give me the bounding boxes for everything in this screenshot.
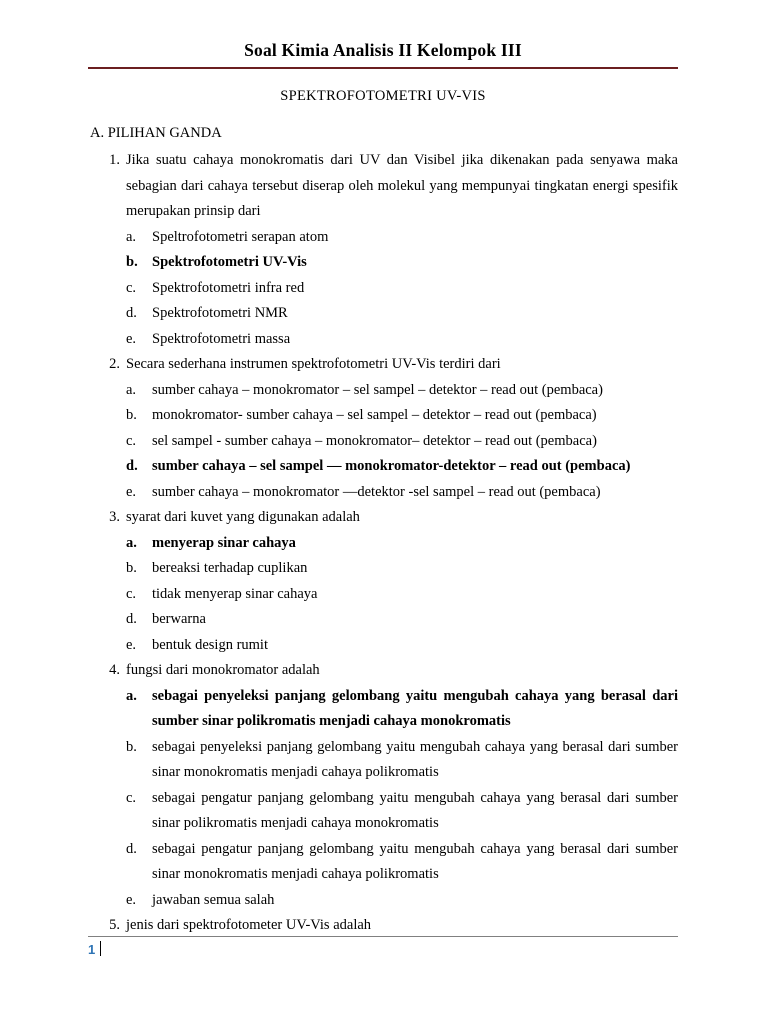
option-text: sumber cahaya – monokromator – sel sampel – detektor – read out (pembaca): [152, 381, 603, 398]
option-label: b.: [126, 560, 137, 576]
question-number: 4.: [109, 662, 120, 678]
option-text: berwarna: [152, 611, 206, 627]
option-label: b.: [126, 254, 138, 270]
list-item: [126, 582, 678, 608]
option-text: bentuk design rumit: [152, 636, 268, 653]
option-label: b.: [126, 407, 137, 423]
option-label: d.: [126, 305, 137, 321]
option-text: tidak menyerap sinar cahaya: [152, 585, 318, 602]
option-text: jawaban semua salah: [152, 891, 275, 908]
list-item: [90, 352, 678, 505]
question-text: Secara sederhana instrumen spektrofotometri UV-Vis terdiri dari: [126, 356, 501, 372]
list-item: [126, 837, 678, 888]
document-subtitle: SPEKTROFOTOMETRI UV-VIS: [280, 88, 486, 104]
option-label: d.: [126, 840, 137, 857]
option-text: Spektrofotometri infra red: [152, 279, 305, 296]
list-item: [126, 480, 678, 506]
option-label: a.: [126, 534, 137, 551]
option-label: c.: [126, 279, 137, 296]
question-number: 2.: [109, 356, 120, 372]
option-label: e.: [126, 891, 137, 908]
text-cursor: [100, 941, 101, 956]
option-text: sebagai penyeleksi panjang gelombang yaitu mengubah cahaya yang berasal dari sumber sinar polikromatis menjadi cahaya monokromatis: [152, 687, 678, 729]
list-item: [126, 327, 678, 353]
list-item: [126, 684, 678, 735]
question-number: 1.: [109, 152, 120, 168]
option-text: sebagai penyeleksi panjang gelombang yaitu mengubah cahaya yang berasal dari sumber sinar monokromatis menjadi cahaya polikromatis: [152, 738, 678, 780]
list-item: [126, 888, 678, 914]
option-text: Speltrofotometri serapan atom: [152, 228, 329, 245]
option-label: c.: [126, 585, 137, 602]
question-text: Jika suatu cahaya monokromatis dari UV dan Visibel jika dikenakan pada senyawa maka sebagian dari cahaya tersebut diserap oleh molekul yang mempunyai tingkatan energi spesifik merupakan prinsip dari: [126, 152, 678, 219]
option-text: sumber cahaya – monokromator —detektor -sel sampel – read out (pembaca): [152, 483, 601, 500]
option-text: Spektrofotometri massa: [152, 330, 291, 347]
option-list: [126, 225, 678, 353]
question-text: syarat dari kuvet yang digunakan adalah: [126, 509, 360, 525]
footer-divider: [88, 936, 678, 937]
option-label: e.: [126, 330, 137, 347]
option-text: Spektrofotometri NMR: [152, 305, 288, 321]
option-label: a.: [126, 381, 137, 398]
option-label: a.: [126, 687, 137, 704]
list-item: [126, 403, 678, 429]
option-text: sumber cahaya – sel sampel — monokromator-detektor – read out (pembaca): [152, 458, 631, 474]
list-item: [126, 556, 678, 582]
list-item: [126, 301, 678, 327]
option-text: Spektrofotometri UV-Vis: [152, 254, 307, 270]
list-item: [126, 531, 678, 557]
document-body: [90, 148, 678, 939]
list-item: [90, 913, 678, 939]
list-item: [126, 454, 678, 480]
document-footer: [88, 936, 678, 959]
question-text: fungsi dari monokromator adalah: [126, 662, 320, 678]
question-number: 5.: [109, 917, 120, 933]
question-number: 3.: [109, 509, 120, 525]
option-list: [126, 531, 678, 659]
option-label: b.: [126, 738, 137, 755]
list-item: [126, 378, 678, 404]
option-text: sel sampel - sumber cahaya – monokromator– detektor – read out (pembaca): [152, 432, 597, 449]
option-text: sebagai pengatur panjang gelombang yaitu mengubah cahaya yang berasal dari sumber sinar polikromatis menjadi cahaya monokromatis: [152, 789, 678, 831]
list-item: [126, 633, 678, 659]
question-text: jenis dari spektrofotometer UV-Vis adalah: [126, 917, 372, 933]
list-item: [90, 658, 678, 913]
document-header: [88, 40, 678, 69]
option-label: e.: [126, 483, 137, 500]
option-text: menyerap sinar cahaya: [152, 534, 296, 551]
list-item: [126, 607, 678, 633]
list-item: [126, 276, 678, 302]
option-text: sebagai pengatur panjang gelombang yaitu mengubah cahaya yang berasal dari sumber sinar monokromatis menjadi cahaya polikromatis: [152, 840, 678, 882]
list-item: [126, 429, 678, 455]
option-text: monokromator- sumber cahaya – sel sampel – detektor – read out (pembaca): [152, 407, 597, 423]
option-text: bereaksi terhadap cuplikan: [152, 560, 308, 576]
list-item: [90, 148, 678, 352]
list-item: [126, 735, 678, 786]
option-list: [126, 684, 678, 914]
option-label: e.: [126, 636, 137, 653]
option-label: a.: [126, 228, 137, 245]
question-list: [90, 148, 678, 939]
header-divider: [88, 67, 678, 69]
option-label: c.: [126, 789, 137, 806]
page-number-value: 1: [88, 942, 96, 957]
list-item: [126, 786, 678, 837]
option-label: d.: [126, 458, 138, 474]
list-item: [126, 250, 678, 276]
option-list: [126, 378, 678, 506]
option-label: d.: [126, 611, 137, 627]
option-label: c.: [126, 432, 137, 449]
section-title: A. PILIHAN GANDA: [90, 125, 222, 141]
header-title: Soal Kimia Analisis II Kelompok III: [244, 40, 522, 60]
list-item: [126, 225, 678, 251]
list-item: [90, 505, 678, 658]
page-number: [88, 941, 101, 957]
